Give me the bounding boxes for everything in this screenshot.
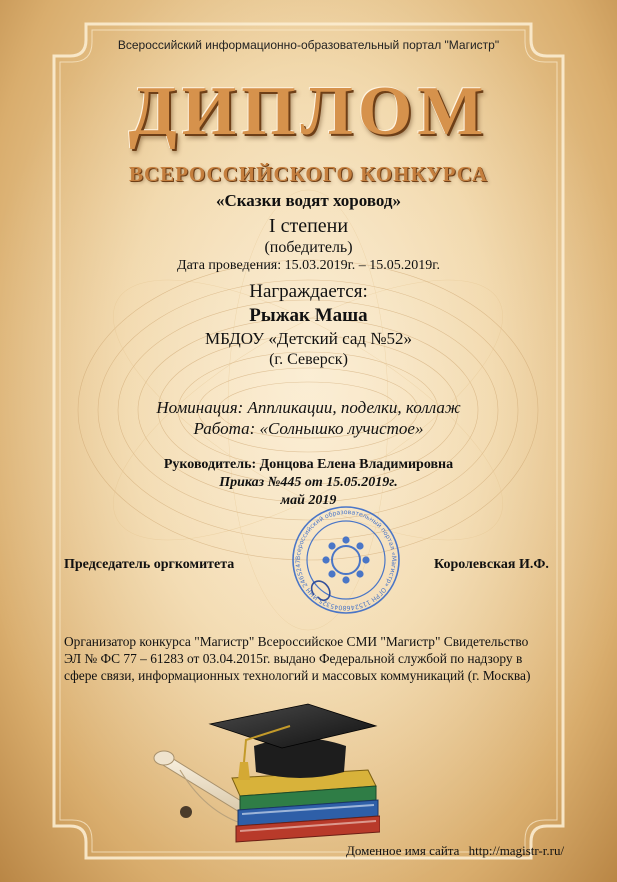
- issue-month: май 2019: [280, 493, 337, 508]
- recipient-city: (г. Северск): [269, 351, 348, 368]
- official-stamp: [284, 503, 408, 617]
- organizer-line: Организатор конкурса "Магистр" Всероссийское СМИ "Магистр" Свидетельство: [64, 634, 529, 649]
- portal-header: Всероссийский информационно-образовательный портал "Магистр": [117, 38, 500, 52]
- chair-name: Королевская И.Ф.: [434, 557, 549, 572]
- leader-name: Руководитель: Донцова Елена Владимировна: [163, 457, 454, 472]
- recipient-name: Рыжак Маша: [249, 305, 368, 326]
- contest-dates: Дата проведения: 15.03.2019г. – 15.05.2019г.: [177, 258, 440, 273]
- stamp-ring-text: Всероссийский образовательный портал «Магистр» ОГРН 1152468045325 ИНН 2465247: [294, 508, 398, 612]
- organizer-line: ЭЛ № ФС 77 – 61283 от 03.04.2015г. выдано Федеральной службой по надзору в: [64, 651, 523, 666]
- diploma-title: ДИПЛОМ: [128, 73, 489, 150]
- organizer-line: сфере связи, информационных технологий и массовых коммуникаций (г. Москва): [64, 668, 531, 683]
- stamp-emblem: [322, 536, 369, 583]
- books-icon: [232, 770, 380, 842]
- graduation-illustration: [150, 700, 380, 850]
- footer-domain: [346, 843, 564, 859]
- domain-url: http://magistr-r.ru/: [468, 843, 565, 858]
- award-status: (победитель): [264, 239, 353, 256]
- domain-label: Доменное имя сайта: [346, 843, 460, 858]
- awarded-label: Награждается:: [249, 281, 368, 302]
- award-degree: I степени: [268, 215, 349, 237]
- work-title: Работа: «Солнышко лучистое»: [193, 419, 424, 438]
- graduation-cap-icon: [210, 704, 376, 780]
- chair-label: Председатель оргкомитета: [64, 557, 235, 572]
- nomination: Номинация: Аппликации, поделки, коллаж: [156, 398, 461, 417]
- organizer-info: [64, 633, 564, 684]
- recipient-organization: МБДОУ «Детский сад №52»: [204, 329, 413, 348]
- order-number: Приказ №445 от 15.05.2019г.: [219, 475, 398, 490]
- contest-name: «Сказки водят хоровод»: [215, 191, 402, 210]
- diploma-subtitle: ВСЕРОССИЙСКОГО КОНКУРСА: [128, 162, 489, 186]
